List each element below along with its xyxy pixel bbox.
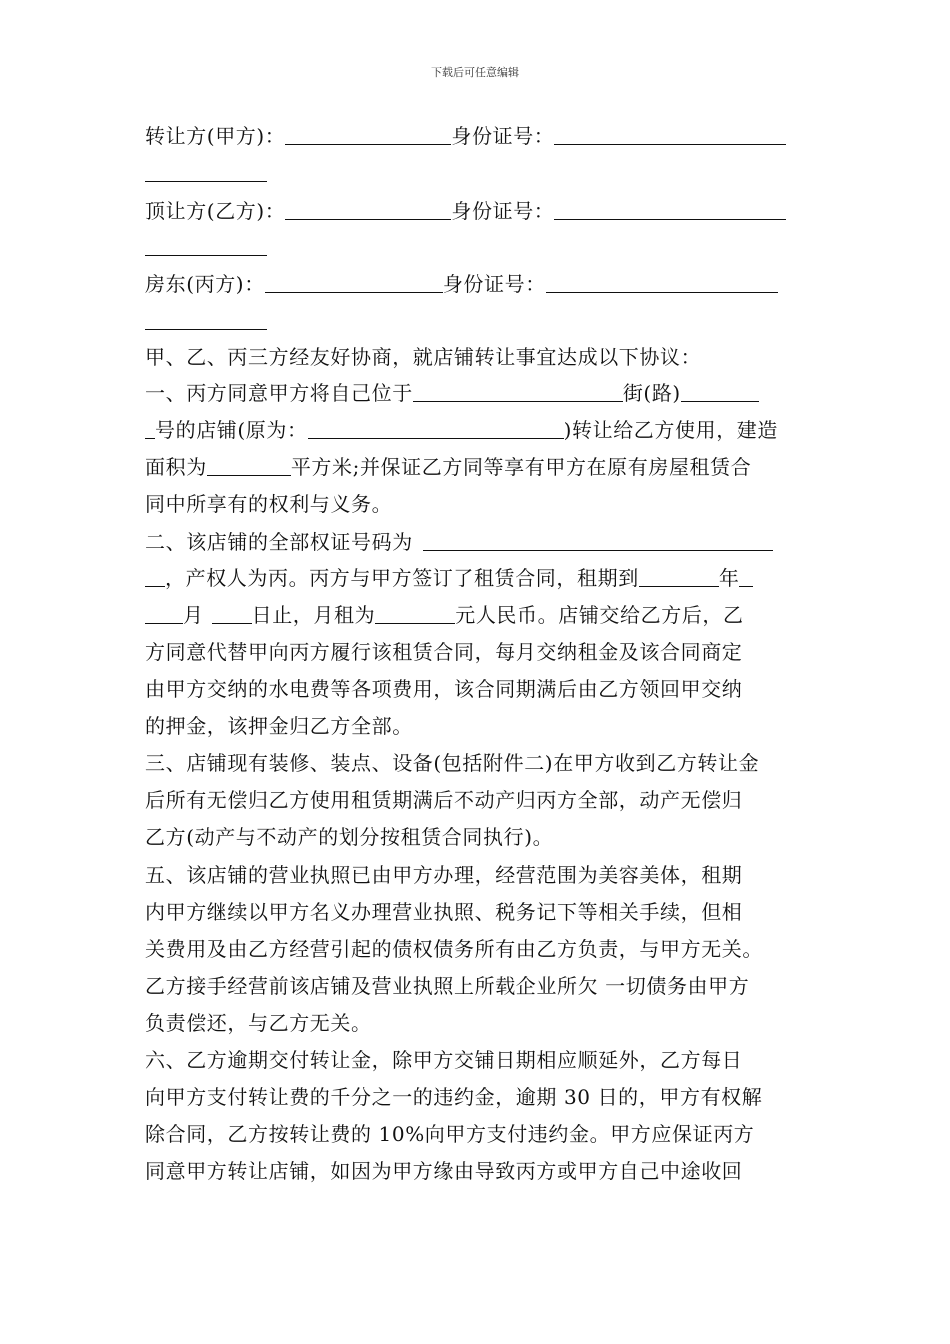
area-blank bbox=[207, 457, 291, 476]
landlord-label: 房东(丙方)： bbox=[145, 272, 265, 296]
clause-1-text-d: )转让给乙方使用，建造 bbox=[563, 418, 779, 442]
transferor-line bbox=[145, 124, 786, 148]
clause-5-line-4: 乙方接手经营前该店铺及营业执照上所载企业所欠 一切债务由甲方 bbox=[145, 974, 750, 998]
clause-1-text-e: 面积为 bbox=[145, 455, 207, 479]
landlord-id-blank-continued bbox=[145, 329, 267, 330]
clause-2-text-a: 二、该店铺的全部权证号码为 bbox=[145, 530, 413, 554]
lease-day-blank bbox=[212, 605, 252, 624]
transferee-line bbox=[145, 199, 786, 223]
landlord-id-blank bbox=[546, 274, 778, 293]
clause-2-line-3 bbox=[145, 603, 744, 627]
landlord-id-label: 身份证号： bbox=[442, 272, 546, 296]
original-use-blank bbox=[308, 420, 564, 439]
transferee-name-blank bbox=[285, 201, 451, 220]
landlord-name-blank bbox=[265, 274, 443, 293]
clause-5-line-5: 负责偿还，与乙方无关。 bbox=[145, 1011, 372, 1035]
clause-2-text-f: 元人民币。店铺交给乙方后，乙 bbox=[455, 603, 744, 627]
clause-5-line-1: 五、该店铺的营业执照已由甲方办理，经营范围为美容美体，租期 bbox=[145, 863, 743, 887]
lease-year-blank bbox=[639, 568, 719, 587]
clause-3-line-2: 后所有无偿归乙方使用租赁期满后不动产归丙方全部，动产无偿归 bbox=[145, 788, 743, 812]
clause-1-line-4: 同中所享有的权利与义务。 bbox=[145, 492, 393, 516]
landlord-line bbox=[145, 272, 778, 296]
clause-1-text-a: 一、丙方同意甲方将自己位于 bbox=[145, 381, 413, 405]
clause-2-text-c: 年 bbox=[718, 566, 740, 590]
clause-2-text-e: 日止，月租为 bbox=[251, 603, 376, 627]
certificate-number-blank bbox=[423, 532, 773, 551]
transferor-id-label: 身份证号： bbox=[451, 124, 555, 148]
clause-5-line-3: 关费用及由乙方经营引起的债权债务所有由乙方负责，与甲方无关。 bbox=[145, 937, 763, 961]
clause-2-line-6: 的押金，该押金归乙方全部。 bbox=[145, 714, 413, 738]
clause-1-text-c: 号的店铺(原为： bbox=[155, 418, 308, 442]
lease-month-blank-continued bbox=[145, 605, 183, 624]
clause-2-text-b: ，产权人为丙。丙方与甲方签订了租赁合同，租期到 bbox=[165, 566, 639, 590]
clause-2-line-1 bbox=[145, 530, 773, 554]
transferee-id-label: 身份证号： bbox=[451, 199, 555, 223]
clause-1-line-1 bbox=[145, 381, 759, 405]
intro-line: 甲、乙、丙三方经友好协商，就店铺转让事宜达成以下协议： bbox=[145, 345, 702, 369]
monthly-rent-blank bbox=[375, 605, 455, 624]
street-number-blank-continued bbox=[145, 420, 155, 439]
clause-2-line-5: 由甲方交纳的水电费等各项费用，该合同期满后由乙方领回甲交纳 bbox=[145, 677, 743, 701]
transferor-id-blank-continued bbox=[145, 181, 267, 182]
clause-6-line-3: 除合同，乙方按转让费的 10%向甲方支付违约金。甲方应保证丙方 bbox=[145, 1122, 755, 1146]
clause-2-line-2 bbox=[145, 566, 753, 590]
clause-2-line-4: 方同意代替甲向丙方履行该租赁合同，每月交纳租金及该合同商定 bbox=[145, 640, 743, 664]
clause-1-line-2 bbox=[145, 418, 778, 442]
transferor-id-blank bbox=[554, 126, 786, 145]
lease-month-blank bbox=[739, 568, 753, 587]
transferee-id-blank-continued bbox=[145, 255, 267, 256]
clause-3-line-1: 三、店铺现有装修、装点、设备(包括附件二)在甲方收到乙方转让金 bbox=[145, 751, 760, 775]
transferor-label: 转让方(甲方)： bbox=[145, 124, 286, 148]
clause-2-text-d: 月 bbox=[183, 603, 204, 627]
clause-1-line-3 bbox=[145, 455, 751, 479]
transferee-label: 顶让方(乙方)： bbox=[145, 199, 286, 223]
clause-6-line-1: 六、乙方逾期交付转让金，除甲方交铺日期相应顺延外，乙方每日 bbox=[145, 1048, 743, 1072]
clause-6-line-4: 同意甲方转让店铺，如因为甲方缘由导致丙方或甲方自己中途收回 bbox=[145, 1159, 743, 1183]
transferee-id-blank bbox=[554, 201, 786, 220]
transferor-name-blank bbox=[285, 126, 451, 145]
header-note: 下载后可任意编辑 bbox=[431, 66, 519, 79]
street-number-blank bbox=[681, 383, 759, 402]
clause-1-text-b: 街(路) bbox=[622, 381, 681, 405]
certificate-number-blank-continued bbox=[145, 568, 165, 587]
street-blank bbox=[413, 383, 623, 402]
clause-6-line-2: 向甲方支付转让费的千分之一的违约金，逾期 30 日的，甲方有权解 bbox=[145, 1085, 763, 1109]
clause-3-line-3: 乙方(动产与不动产的划分按租赁合同执行)。 bbox=[145, 825, 554, 849]
clause-5-line-2: 内甲方继续以甲方名义办理营业执照、税务记下等相关手续，但相 bbox=[145, 900, 743, 924]
clause-1-text-f: 平方米;并保证乙方同等享有甲方在原有房屋租赁合 bbox=[290, 455, 752, 479]
